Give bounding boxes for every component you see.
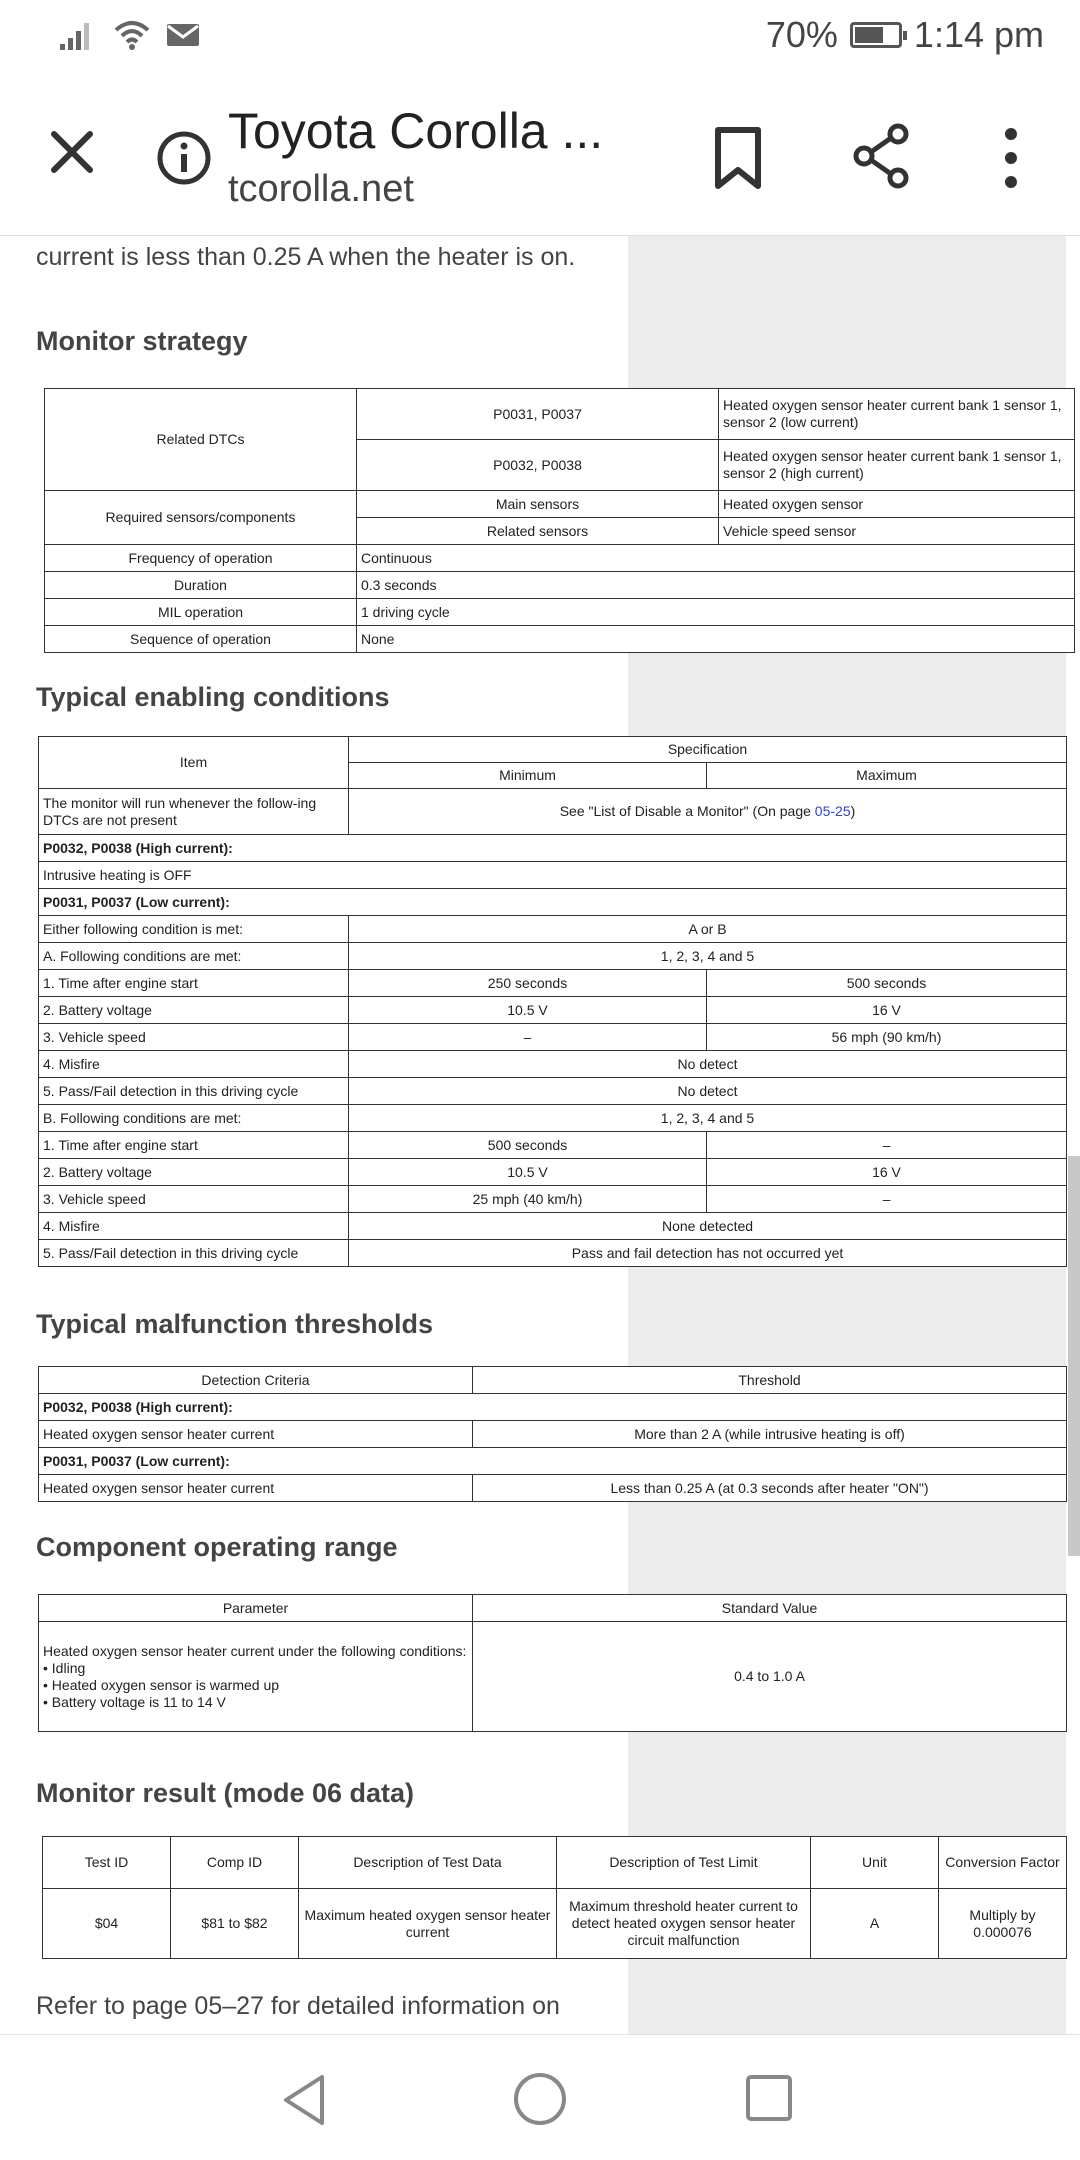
page-link-05-25[interactable]: 05-25 bbox=[814, 803, 851, 819]
cell-unit: Unit bbox=[811, 1837, 939, 1889]
more-options-icon[interactable] bbox=[998, 126, 1024, 190]
cell-test-id: Test ID bbox=[43, 1837, 171, 1889]
cell-specification: Specification bbox=[349, 737, 1067, 763]
cell-a1: 1. Time after engine start bbox=[39, 970, 349, 997]
bookmark-icon[interactable] bbox=[712, 126, 764, 192]
heading-monitor-strategy: Monitor strategy bbox=[36, 326, 248, 356]
cell-b4-val: None detected bbox=[349, 1213, 1067, 1240]
cell-a5-val: No detect bbox=[349, 1078, 1067, 1105]
cell-low-current: P0031, P0037 (Low current): bbox=[39, 889, 1067, 916]
cell-b5: 5. Pass/Fail detection in this driving cycle bbox=[39, 1240, 349, 1267]
cell-monitor-run: The monitor will run whenever the follow-ing DTCs are not present bbox=[39, 789, 349, 835]
cell-b3-max: – bbox=[707, 1186, 1067, 1213]
cell-standard: Standard Value bbox=[473, 1595, 1067, 1622]
web-content[interactable] bbox=[0, 236, 1080, 2034]
cell-component-value: 0.4 to 1.0 A bbox=[473, 1622, 1067, 1732]
cell-a5: 5. Pass/Fail detection in this driving cycle bbox=[39, 1078, 349, 1105]
cell-frequency-val: Continuous bbox=[357, 545, 1075, 572]
cell-r-comp-id: $81 to $82 bbox=[171, 1889, 299, 1959]
cell-th-low-row: Heated oxygen sensor heater current bbox=[39, 1475, 473, 1502]
cell-desc-data: Description of Test Data bbox=[299, 1837, 557, 1889]
signal-icon bbox=[58, 18, 98, 52]
refer-text: Refer to page 05–27 for detailed information on bbox=[36, 1992, 560, 2020]
cell-parameter: Parameter bbox=[39, 1595, 473, 1622]
cell-sequence-val: None bbox=[357, 626, 1075, 653]
browser-toolbar bbox=[0, 76, 1080, 236]
page-title: Toyota Corolla ... bbox=[228, 103, 604, 159]
cell-required: Required sensors/components bbox=[45, 491, 357, 545]
home-icon[interactable] bbox=[512, 2071, 568, 2127]
cell-related-dtcs: Related DTCs bbox=[45, 389, 357, 491]
cell-b4: 4. Misfire bbox=[39, 1213, 349, 1240]
cell-comp-id: Comp ID bbox=[171, 1837, 299, 1889]
cell-sequence: Sequence of operation bbox=[45, 626, 357, 653]
share-icon[interactable] bbox=[850, 122, 914, 190]
cell-maximum: Maximum bbox=[707, 763, 1067, 789]
cell-a4-val: No detect bbox=[349, 1051, 1067, 1078]
monitor-strategy-table bbox=[44, 388, 1075, 653]
cell-r-test-id: $04 bbox=[43, 1889, 171, 1959]
clock: 1:14 pm bbox=[913, 14, 1044, 55]
cell-high-current: P0032, P0038 (High current): bbox=[39, 835, 1067, 862]
cell-a-header-val: 1, 2, 3, 4 and 5 bbox=[349, 943, 1067, 970]
cell-a1-min: 250 seconds bbox=[349, 970, 707, 997]
page-domain: tcorolla.net bbox=[228, 168, 414, 210]
cell-dtc2-desc: Heated oxygen sensor heater current bank 1 sensor 1, sensor 2 (high current) bbox=[719, 440, 1075, 491]
cell-th-low-current: P0031, P0037 (Low current): bbox=[39, 1448, 1067, 1475]
wifi-icon bbox=[112, 18, 152, 52]
heading-thresholds: Typical malfunction thresholds bbox=[36, 1309, 434, 1339]
cell-b3: 3. Vehicle speed bbox=[39, 1186, 349, 1213]
cell-item: Item bbox=[39, 737, 349, 789]
cell-th-high-row: Heated oxygen sensor heater current bbox=[39, 1421, 473, 1448]
cell-related-sensors: Related sensors bbox=[357, 518, 719, 545]
cell-duration: Duration bbox=[45, 572, 357, 599]
cell-a2-min: 10.5 V bbox=[349, 997, 707, 1024]
cell-a4: 4. Misfire bbox=[39, 1051, 349, 1078]
cell-mil: MIL operation bbox=[45, 599, 357, 626]
cell-main-sensors-val: Heated oxygen sensor bbox=[719, 491, 1075, 518]
battery-percent: 70% bbox=[765, 14, 838, 55]
cell-a3: 3. Vehicle speed bbox=[39, 1024, 349, 1051]
close-icon[interactable] bbox=[40, 120, 104, 184]
cell-b3-min: 25 mph (40 km/h) bbox=[349, 1186, 707, 1213]
heading-component: Component operating range bbox=[36, 1532, 398, 1562]
cell-b2: 2. Battery voltage bbox=[39, 1159, 349, 1186]
cell-dtc2-codes: P0032, P0038 bbox=[357, 440, 719, 491]
cell-b2-max: 16 V bbox=[707, 1159, 1067, 1186]
recent-apps-icon[interactable] bbox=[744, 2073, 794, 2123]
thresholds-table bbox=[38, 1366, 1067, 1502]
cell-intrusive-off: Intrusive heating is OFF bbox=[39, 862, 1067, 889]
cell-component-conditions: Heated oxygen sensor heater current under the following conditions: • Idling • Heated oxygen sensor is warmed up • Battery voltage is 11 to 14 V bbox=[39, 1622, 473, 1732]
cell-b1-max: – bbox=[707, 1132, 1067, 1159]
cell-a3-min: – bbox=[349, 1024, 707, 1051]
cell-see-list: See "List of Disable a Monitor" (On page 05-25) bbox=[349, 789, 1067, 835]
cell-b2-min: 10.5 V bbox=[349, 1159, 707, 1186]
cell-a-header: A. Following conditions are met: bbox=[39, 943, 349, 970]
cell-th-low-val: Less than 0.25 A (at 0.3 seconds after heater "ON") bbox=[473, 1475, 1067, 1502]
cell-r-unit: A bbox=[811, 1889, 939, 1959]
cell-related-sensors-val: Vehicle speed sensor bbox=[719, 518, 1075, 545]
back-icon[interactable] bbox=[280, 2073, 330, 2127]
cell-either: Either following condition is met: bbox=[39, 916, 349, 943]
cell-th-high-current: P0032, P0038 (High current): bbox=[39, 1394, 1067, 1421]
cell-th-high-val: More than 2 A (while intrusive heating is off) bbox=[473, 1421, 1067, 1448]
heading-mode06: Monitor result (mode 06 data) bbox=[36, 1778, 415, 1808]
email-icon bbox=[166, 21, 200, 49]
heading-enabling: Typical enabling conditions bbox=[36, 682, 390, 712]
cell-main-sensors: Main sensors bbox=[357, 491, 719, 518]
navigation-bar bbox=[0, 2034, 1080, 2160]
battery-icon bbox=[850, 22, 902, 48]
cell-b-header: B. Following conditions are met: bbox=[39, 1105, 349, 1132]
cell-b1: 1. Time after engine start bbox=[39, 1132, 349, 1159]
cell-minimum: Minimum bbox=[349, 763, 707, 789]
cell-b1-min: 500 seconds bbox=[349, 1132, 707, 1159]
enabling-conditions-table bbox=[38, 736, 1067, 1267]
cell-b5-val: Pass and fail detection has not occurred yet bbox=[349, 1240, 1067, 1267]
cell-b-header-val: 1, 2, 3, 4 and 5 bbox=[349, 1105, 1067, 1132]
scrollbar-thumb[interactable] bbox=[1068, 1156, 1080, 1556]
cell-duration-val: 0.3 seconds bbox=[357, 572, 1075, 599]
cell-dtc1-desc: Heated oxygen sensor heater current bank 1 sensor 1, sensor 2 (low current) bbox=[719, 389, 1075, 440]
cell-a2-max: 16 V bbox=[707, 997, 1067, 1024]
cell-a3-max: 56 mph (90 km/h) bbox=[707, 1024, 1067, 1051]
cell-r-desc-limit: Maximum threshold heater current to detect heated oxygen sensor heater circuit malfunction bbox=[557, 1889, 811, 1959]
cell-a2: 2. Battery voltage bbox=[39, 997, 349, 1024]
cell-a1-max: 500 seconds bbox=[707, 970, 1067, 997]
cell-threshold: Threshold bbox=[473, 1367, 1067, 1394]
cell-desc-limit: Description of Test Limit bbox=[557, 1837, 811, 1889]
mode06-table bbox=[42, 1836, 1067, 1959]
cell-criteria: Detection Criteria bbox=[39, 1367, 473, 1394]
cell-mil-val: 1 driving cycle bbox=[357, 599, 1075, 626]
cell-r-conversion: Multiply by 0.000076 bbox=[939, 1889, 1067, 1959]
cell-r-desc-data: Maximum heated oxygen sensor heater current bbox=[299, 1889, 557, 1959]
cell-dtc1-codes: P0031, P0037 bbox=[357, 389, 719, 440]
cell-conversion: Conversion Factor bbox=[939, 1837, 1067, 1889]
component-range-table bbox=[38, 1594, 1067, 1732]
cell-frequency: Frequency of operation bbox=[45, 545, 357, 572]
cell-either-val: A or B bbox=[349, 916, 1067, 943]
status-bar bbox=[0, 0, 1080, 76]
intro-text: current is less than 0.25 A when the heater is on. bbox=[36, 243, 576, 271]
info-icon[interactable] bbox=[156, 130, 212, 186]
